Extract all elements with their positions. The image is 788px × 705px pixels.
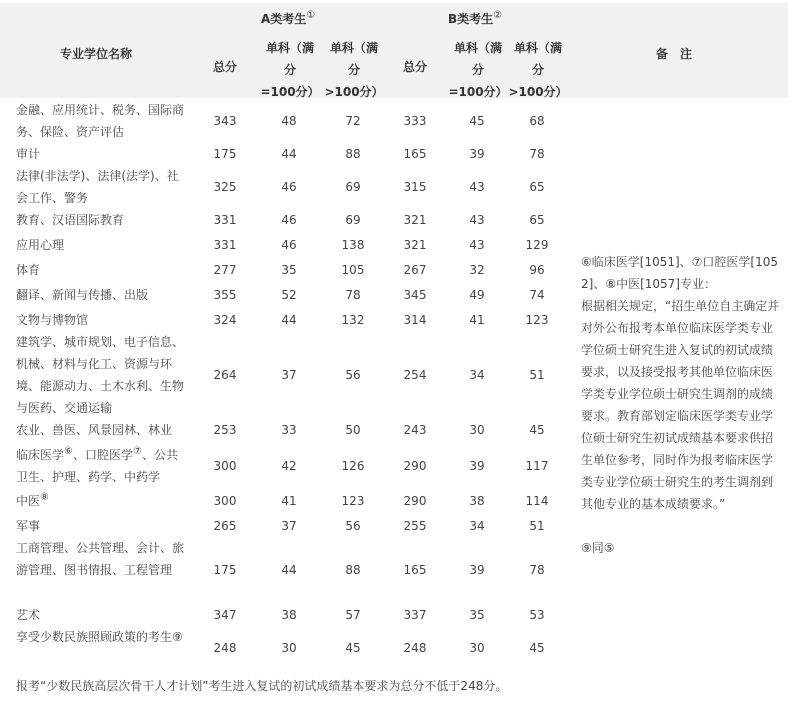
score-cell-b-total: 315 (403, 180, 427, 194)
score-cell-b-gt100: 78 (529, 147, 545, 161)
score-cell-a-gt100: 45 (345, 641, 361, 655)
score-cell-a-le100: 37 (281, 519, 297, 533)
score-cell-a-total: 253 (213, 423, 237, 437)
score-cell-a-total: 248 (213, 641, 237, 655)
score-cell-a-total: 265 (213, 519, 237, 533)
score-cell-b-gt100: 78 (529, 563, 545, 577)
header-line: 单科（满 (453, 41, 502, 55)
major-name-cell: 应用心理 (16, 238, 65, 252)
score-cell-b-total: 337 (403, 608, 427, 622)
header-line: 单科（满 (513, 41, 562, 55)
score-cell-a-le100: 46 (281, 213, 297, 227)
score-cell-a-le100: 37 (281, 368, 297, 382)
score-cell-b-le100: 35 (469, 608, 485, 622)
score-cell-b-le100: 30 (469, 641, 485, 655)
score-cell-a-gt100: 69 (345, 213, 361, 227)
score-cell-a-total: 331 (213, 213, 237, 227)
score-cell-b-gt100: 96 (529, 263, 545, 277)
major-name-cell: 审计 (16, 147, 41, 161)
score-cell-a-total: 343 (213, 114, 237, 128)
score-cell-b-gt100: 45 (529, 423, 545, 437)
score-cell-b-le100: 49 (469, 288, 485, 302)
score-cell-b-le100: 30 (469, 423, 485, 437)
footer-note: 报考“少数民族高层次骨干人才计划”考生进入复试的初试成绩基本要求为总分不低于248分。 (16, 679, 508, 693)
score-cell-a-total: 347 (213, 608, 237, 622)
remarks-medicine-body: 根据相关规定，“招生单位自主确定并对外公布报考本单位临床医学类专业学位硕士研究生进入复试的初试成绩要求，以及接受报考其他单位临床医学类专业学位硕士研究生调剂的成绩要求。教育部划定临床医学类专业学位硕士研究生初试成绩基本要求供招生单位参考，同时作为报考临床医学类专业学位硕士研究生的考生调剂到其他专业的基本成绩要求。” (581, 299, 780, 511)
footnote-icon: ⑥ (64, 446, 73, 457)
score-cell-a-le100: 46 (281, 238, 297, 252)
score-cell-a-total: 175 (213, 563, 237, 577)
score-cell-b-total: 290 (403, 494, 427, 508)
header-b-single-gt100 (506, 37, 570, 103)
score-cell-a-le100: 41 (281, 494, 297, 508)
major-name-cell: 工商管理、公共管理、会计、旅游管理、图书情报、工程管理 (16, 541, 185, 577)
major-name-text: 临床医学 (16, 448, 65, 462)
score-cell-b-le100: 43 (469, 180, 485, 194)
score-cell-a-le100: 35 (281, 263, 297, 277)
score-cell-a-gt100: 138 (341, 238, 365, 252)
header-group-b (448, 10, 502, 27)
major-name-cell (16, 490, 188, 512)
major-name-cell: 建筑学、城市规划、电子信息、机械、材料与化工、资源与环境、能源动力、土木水利、生物与医药、交通运输 (16, 335, 185, 415)
major-name-cell: 翻译、新闻与传播、出版 (16, 288, 149, 302)
score-cell-b-le100: 43 (469, 213, 485, 227)
score-cell-a-total: 264 (213, 368, 237, 382)
score-cell-b-le100: 34 (469, 519, 485, 533)
score-cell-a-gt100: 69 (345, 180, 361, 194)
score-cell-b-le100: 38 (469, 494, 485, 508)
score-cell-b-le100: 41 (469, 313, 485, 327)
score-cell-a-gt100: 78 (345, 288, 361, 302)
score-cell-a-gt100: 72 (345, 114, 361, 128)
score-cell-b-gt100: 53 (529, 608, 545, 622)
score-cell-a-le100: 44 (281, 313, 297, 327)
score-cell-a-total: 277 (213, 263, 237, 277)
footnote-icon: ⑦ (133, 446, 142, 457)
score-cell-b-total: 290 (403, 459, 427, 473)
score-cell-b-total: 321 (403, 213, 427, 227)
score-cell-a-le100: 33 (281, 423, 297, 437)
score-cell-a-gt100: 56 (345, 519, 361, 533)
major-name-cell: 军事 (16, 519, 41, 533)
remarks-medicine-title: ⑥临床医学[1051]、⑦口腔医学[1052]、⑧中医[1057]专业： (581, 255, 779, 291)
score-cell-a-gt100: 56 (345, 368, 361, 382)
major-name-cell (16, 444, 188, 488)
score-cell-b-gt100: 45 (529, 641, 545, 655)
score-cell-a-le100: 30 (281, 641, 297, 655)
score-cell-a-le100: 42 (281, 459, 297, 473)
score-cell-b-gt100: 74 (529, 288, 545, 302)
score-cell-b-total: 165 (403, 147, 427, 161)
score-cell-b-le100: 34 (469, 368, 485, 382)
remarks-cell (581, 251, 781, 559)
score-cell-b-total: 321 (403, 238, 427, 252)
score-cell-a-gt100: 88 (345, 147, 361, 161)
header-line: 分 (283, 63, 296, 77)
major-name-text: 中医 (16, 494, 41, 508)
remarks-footnote-9: ⑨同⑤ (581, 541, 615, 555)
major-name-cell: 体育 (16, 263, 41, 277)
major-name-cell: 法律(非法学)、法律(法学)、社会工作、警务 (16, 169, 179, 205)
score-cell-a-gt100: 50 (345, 423, 361, 437)
major-name-cell: 金融、应用统计、税务、国际商务、保险、资产评估 (16, 103, 185, 139)
score-cell-b-gt100: 114 (525, 494, 549, 508)
header-a-single-le100 (258, 37, 322, 103)
score-cell-a-total: 300 (213, 459, 237, 473)
header-group-a (261, 10, 315, 27)
score-cell-a-le100: 38 (281, 608, 297, 622)
score-cell-b-gt100: 65 (529, 213, 545, 227)
header-line: =100分） (448, 85, 508, 99)
score-cell-a-le100: 52 (281, 288, 297, 302)
score-cell-a-gt100: 126 (341, 459, 365, 473)
header-b-single-le100 (446, 37, 510, 103)
score-cell-b-le100: 39 (469, 459, 485, 473)
score-cell-a-total: 300 (213, 494, 237, 508)
score-cell-b-gt100: 117 (525, 459, 549, 473)
header-b-total: 总分 (402, 60, 427, 74)
major-name-cell: 文物与博物馆 (16, 313, 89, 327)
score-cell-b-total: 314 (403, 313, 427, 327)
footnote-1-icon: ① (306, 10, 316, 21)
score-cell-a-le100: 46 (281, 180, 297, 194)
score-cell-b-le100: 43 (469, 238, 485, 252)
header-group-a-label: A类考生 (261, 12, 307, 26)
score-cell-b-le100: 45 (469, 114, 485, 128)
major-name-cell: 艺术 (16, 608, 41, 622)
score-cell-b-gt100: 65 (529, 180, 545, 194)
header-line: 单科（满 (329, 41, 378, 55)
score-cell-b-le100: 39 (469, 563, 485, 577)
score-cell-a-gt100: 88 (345, 563, 361, 577)
score-cell-a-total: 355 (213, 288, 237, 302)
score-cell-b-total: 345 (403, 288, 427, 302)
score-cell-b-gt100: 51 (529, 519, 545, 533)
footnote-icon: ⑧ (40, 492, 49, 503)
header-line: >100分） (508, 85, 568, 99)
score-cell-b-total: 333 (403, 114, 427, 128)
major-name-cell: 享受少数民族照顾政策的考生⑨ (16, 630, 183, 644)
header-remarks: 备 注 (656, 47, 693, 61)
score-cell-b-gt100: 68 (529, 114, 545, 128)
score-cell-a-gt100: 132 (341, 313, 365, 327)
header-line: 分 (531, 63, 544, 77)
score-cell-b-total: 248 (403, 641, 427, 655)
score-cell-b-gt100: 123 (525, 313, 549, 327)
score-cell-b-total: 267 (403, 263, 427, 277)
score-cell-a-total: 331 (213, 238, 237, 252)
header-line: 分 (347, 63, 360, 77)
score-cell-b-total: 254 (403, 368, 427, 382)
header-group-b-label: B类考生 (448, 12, 494, 26)
score-cell-b-total: 255 (403, 519, 427, 533)
score-cell-a-le100: 48 (281, 114, 297, 128)
header-line: 分 (471, 63, 484, 77)
major-name-cell: 农业、兽医、风景园林、林业 (16, 423, 173, 437)
score-cell-a-le100: 44 (281, 563, 297, 577)
score-cell-b-gt100: 51 (529, 368, 545, 382)
major-name-text: 、公共卫生、护理、药学、中药学 (16, 448, 178, 484)
score-cell-b-total: 165 (403, 563, 427, 577)
header-major-name: 专业学位名称 (60, 47, 133, 61)
header-a-single-gt100 (322, 37, 386, 103)
score-cell-a-gt100: 105 (341, 263, 365, 277)
footnote-2-icon: ② (493, 10, 503, 21)
header-a-total: 总分 (212, 60, 237, 74)
score-cell-a-gt100: 123 (341, 494, 365, 508)
score-cell-b-le100: 39 (469, 147, 485, 161)
score-cell-b-gt100: 129 (525, 238, 549, 252)
score-cell-b-le100: 32 (469, 263, 485, 277)
score-cell-a-gt100: 57 (345, 608, 361, 622)
header-line: 单科（满 (265, 41, 314, 55)
header-line: =100分） (260, 85, 320, 99)
score-cell-b-total: 243 (403, 423, 427, 437)
score-cell-a-total: 324 (213, 313, 237, 327)
score-cell-a-total: 325 (213, 180, 237, 194)
score-cell-a-le100: 44 (281, 147, 297, 161)
header-line: >100分） (324, 85, 384, 99)
major-name-text: 、口腔医学 (72, 448, 133, 462)
major-name-cell: 教育、汉语国际教育 (16, 213, 125, 227)
score-cell-a-total: 175 (213, 147, 237, 161)
